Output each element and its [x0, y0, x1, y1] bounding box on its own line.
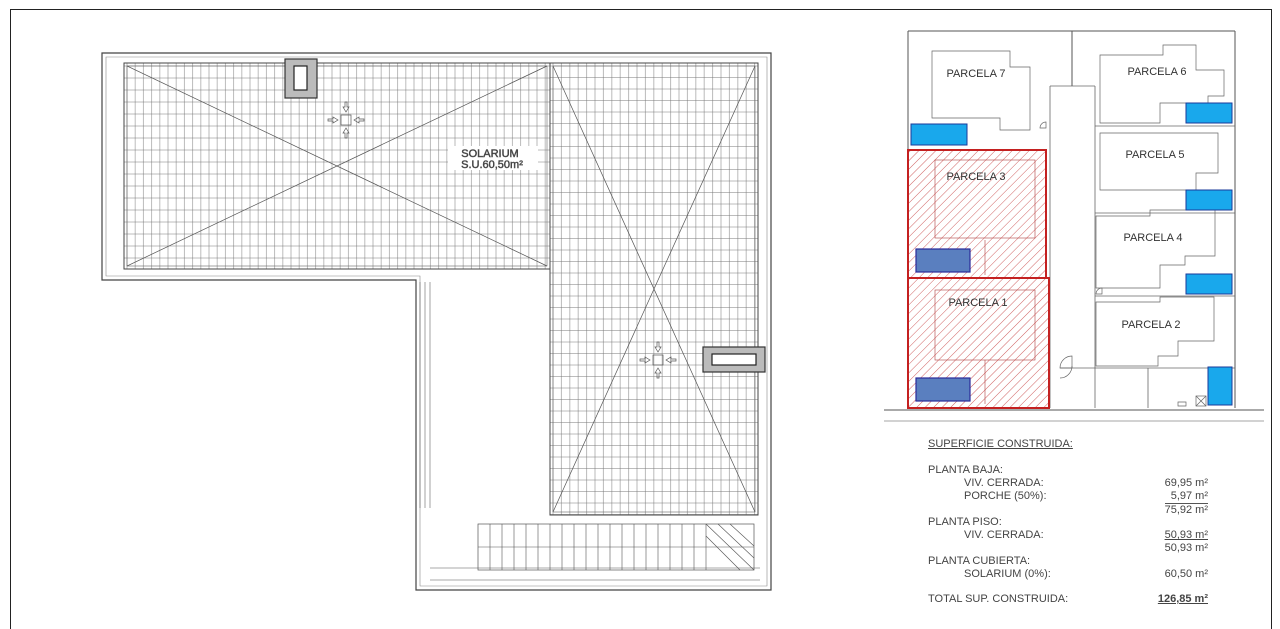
solarium-row-label: SOLARIUM (0%):	[964, 568, 1051, 580]
planta-piso-subtotal: 50,93 m²	[1164, 542, 1208, 554]
solarium-row-value: 60,50 m²	[1164, 568, 1208, 580]
parcel-label: PARCELA 1	[948, 297, 1008, 309]
roof-plan	[102, 53, 771, 590]
parcel-label: PARCELA 5	[1125, 149, 1185, 161]
total-value: 126,85 m²	[1157, 593, 1208, 605]
viv-cerrada-value: 69,95 m²	[1164, 477, 1208, 489]
parcel-label: PARCELA 6	[1127, 66, 1187, 78]
porche-value: 5,97 m²	[1170, 490, 1208, 502]
viv-cerrada-value: 50,93 m²	[1164, 529, 1208, 541]
planta-baja-label: PLANTA BAJA:	[928, 464, 1003, 476]
parcel-label: PARCELA 3	[946, 171, 1006, 183]
parcel-label: PARCELA 2	[1121, 319, 1181, 331]
viv-cerrada-label: VIV. CERRADA:	[964, 477, 1044, 489]
solarium-area-label: S.U.60,50m²	[461, 159, 523, 171]
solarium-label: SOLARIUM	[461, 148, 519, 160]
total-label: TOTAL SUP. CONSTRUIDA:	[928, 593, 1069, 605]
parcel-label: PARCELA 4	[1123, 232, 1183, 244]
stair	[430, 524, 760, 580]
parcel-label: PARCELA 7	[946, 68, 1006, 80]
highlighted-parcels	[908, 150, 1049, 408]
planta-piso-label: PLANTA PISO:	[928, 516, 1002, 528]
site-plan	[884, 31, 1264, 421]
porche-label: PORCHE (50%):	[964, 490, 1047, 502]
planta-cubierta-label: PLANTA CUBIERTA:	[928, 555, 1031, 567]
planta-baja-subtotal: 75,92 m²	[1164, 504, 1208, 516]
area-table-title: SUPERFICIE CONSTRUIDA:	[928, 438, 1073, 450]
viv-cerrada-label: VIV. CERRADA:	[964, 529, 1044, 541]
